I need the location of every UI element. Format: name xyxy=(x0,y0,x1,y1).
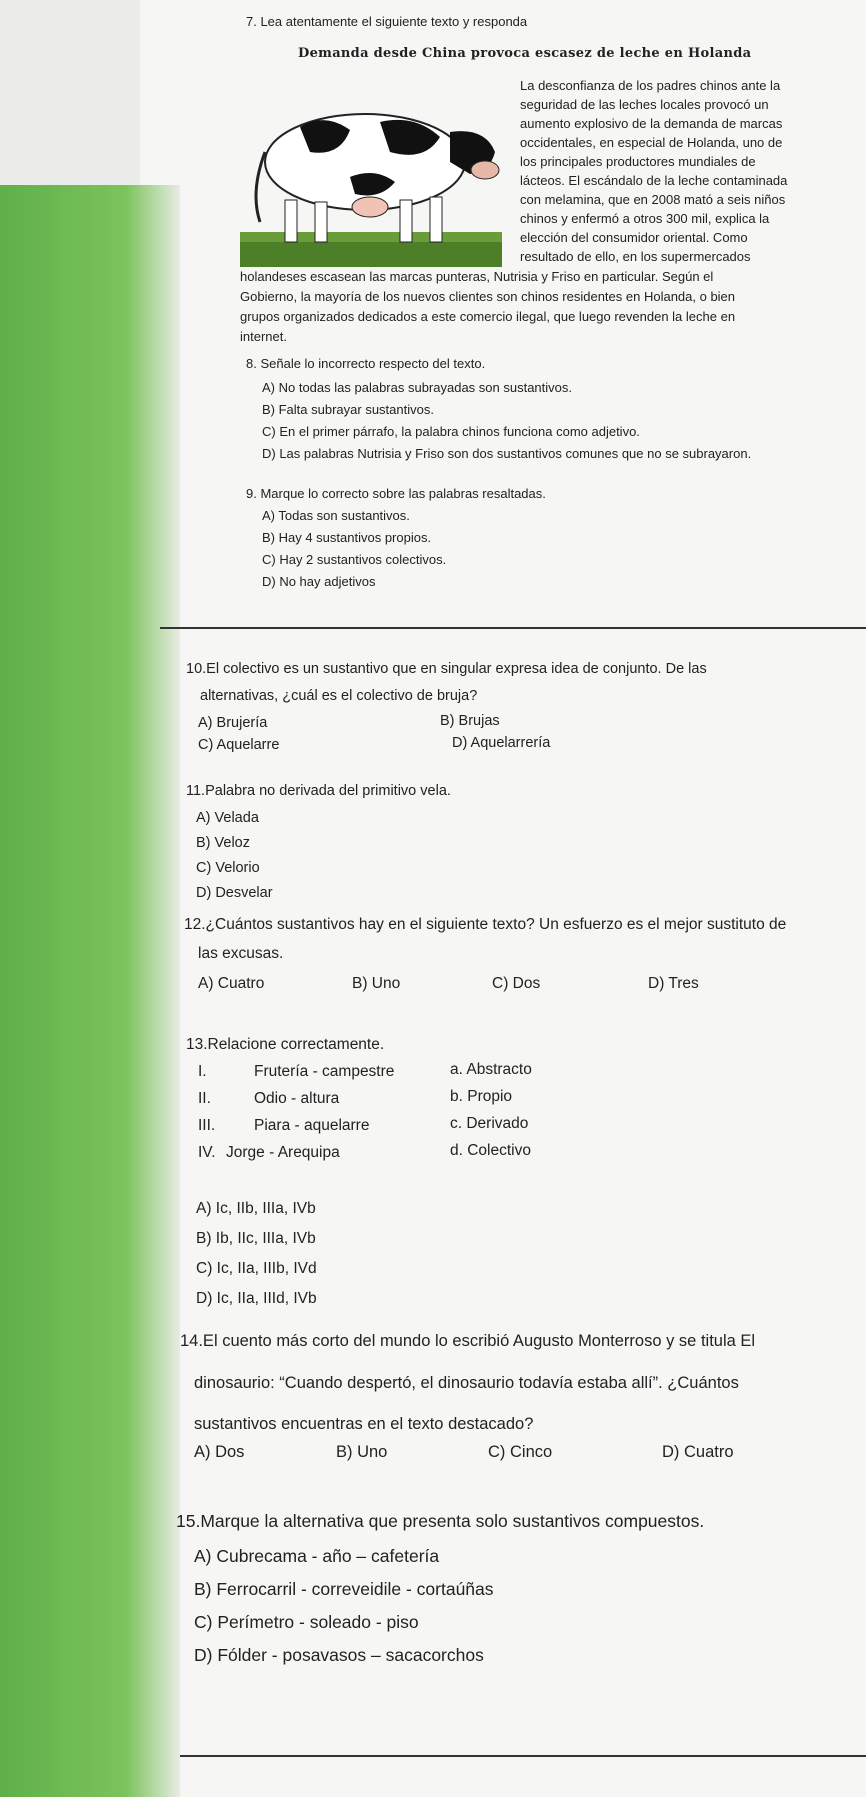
q14-option-c[interactable]: C) Cinco xyxy=(488,1443,553,1461)
q14-option-d[interactable]: D) Cuatro xyxy=(662,1443,734,1461)
q15-option-c[interactable]: C) Perímetro - soleado - piso xyxy=(194,1612,419,1632)
q10-option-c[interactable]: C) Aquelarre xyxy=(198,737,280,753)
q8-option-b[interactable]: B) Falta subrayar sustantivos. xyxy=(262,402,434,417)
q12-option-b[interactable]: B) Uno xyxy=(352,975,401,992)
q15-option-b[interactable]: B) Ferrocarril - correveidile - cortaúñas xyxy=(194,1579,494,1599)
q8-option-a[interactable]: A) No todas las palabras subrayadas son sustantivos. xyxy=(262,380,573,395)
q13-option-a[interactable]: A) Ic, IIb, IIIa, IVb xyxy=(196,1200,316,1217)
divider-line xyxy=(160,627,866,629)
q12-option-d[interactable]: D) Tres xyxy=(648,975,699,992)
q14-question-line2: dinosaurio: “Cuando despertó, el dinosaurio todavía estaba allí”. ¿Cuántos xyxy=(194,1374,739,1392)
q14-question-line3: sustantivos encuentras en el texto destacado? xyxy=(194,1415,534,1433)
q13-option-c[interactable]: C) Ic, IIa, IIIb, IVd xyxy=(196,1260,317,1277)
q8-option-c[interactable]: C) En el primer párrafo, la palabra chinos funciona como adjetivo. xyxy=(262,424,640,439)
q8-option-d[interactable]: D) Las palabras Nutrisia y Friso son dos sustantivos comunes que no se subrayaron. xyxy=(262,446,752,461)
q10-option-b[interactable]: B) Brujas xyxy=(440,713,500,729)
q10-question-line2: alternativas, ¿cuál es el colectivo de bruja? xyxy=(200,688,478,704)
q10-option-a[interactable]: A) Brujería xyxy=(198,715,268,731)
q9-option-a[interactable]: A) Todas son sustantivos. xyxy=(262,508,410,523)
q7-instruction: 7. Lea atentamente el siguiente texto y responda xyxy=(246,14,528,29)
q12-question-line1: 12.¿Cuántos sustantivos hay en el siguiente texto? Un esfuerzo es el mejor sustituto de xyxy=(184,916,787,933)
q10-option-d[interactable]: D) Aquelarrería xyxy=(452,735,551,751)
q10-question-line1: 10.El colectivo es un sustantivo que en singular expresa idea de conjunto. De las xyxy=(186,661,707,677)
q11-option-d[interactable]: D) Desvelar xyxy=(196,885,273,901)
q11-option-b[interactable]: B) Veloz xyxy=(196,835,250,851)
bottom-divider-line xyxy=(180,1755,866,1757)
q14-question-line1: 14.El cuento más corto del mundo lo escribió Augusto Monterroso y se titula El xyxy=(180,1332,756,1350)
q9-option-b[interactable]: B) Hay 4 sustantivos propios. xyxy=(262,530,432,545)
q15-option-d[interactable]: D) Fólder - posavasos – sacacorchos xyxy=(194,1645,484,1665)
q15-option-a[interactable]: A) Cubrecama - año – cafetería xyxy=(194,1546,440,1566)
q13-option-b[interactable]: B) Ib, IIc, IIIa, IVb xyxy=(196,1230,316,1247)
q11-option-c[interactable]: C) Velorio xyxy=(196,860,260,876)
q14-option-a[interactable]: A) Dos xyxy=(194,1443,245,1461)
q14-option-b[interactable]: B) Uno xyxy=(336,1443,388,1461)
q9-option-d[interactable]: D) No hay adjetivos xyxy=(262,574,376,589)
q11-option-a[interactable]: A) Velada xyxy=(196,810,259,826)
cow-image xyxy=(240,82,502,267)
q8-question: 8. Señale lo incorrecto respecto del texto. xyxy=(246,356,486,371)
q12-question-line2: las excusas. xyxy=(198,945,284,962)
q9-option-c[interactable]: C) Hay 2 sustantivos colectivos. xyxy=(262,552,447,567)
q12-option-a[interactable]: A) Cuatro xyxy=(198,975,265,992)
q13-question: 13.Relacione correctamente. xyxy=(186,1036,385,1053)
green-folder-edge xyxy=(0,185,180,1797)
article-title: Demanda desde China provoca escasez de leche en Holanda xyxy=(298,46,752,61)
q9-question: 9. Marque lo correcto sobre las palabras resaltadas. xyxy=(246,486,546,501)
q11-question: 11.Palabra no derivada del primitivo vela. xyxy=(186,783,451,799)
q15-question: 15.Marque la alternativa que presenta solo sustantivos compuestos. xyxy=(176,1511,705,1531)
q13-option-d[interactable]: D) Ic, IIa, IIId, IVb xyxy=(196,1290,317,1307)
q12-option-c[interactable]: C) Dos xyxy=(492,975,541,992)
